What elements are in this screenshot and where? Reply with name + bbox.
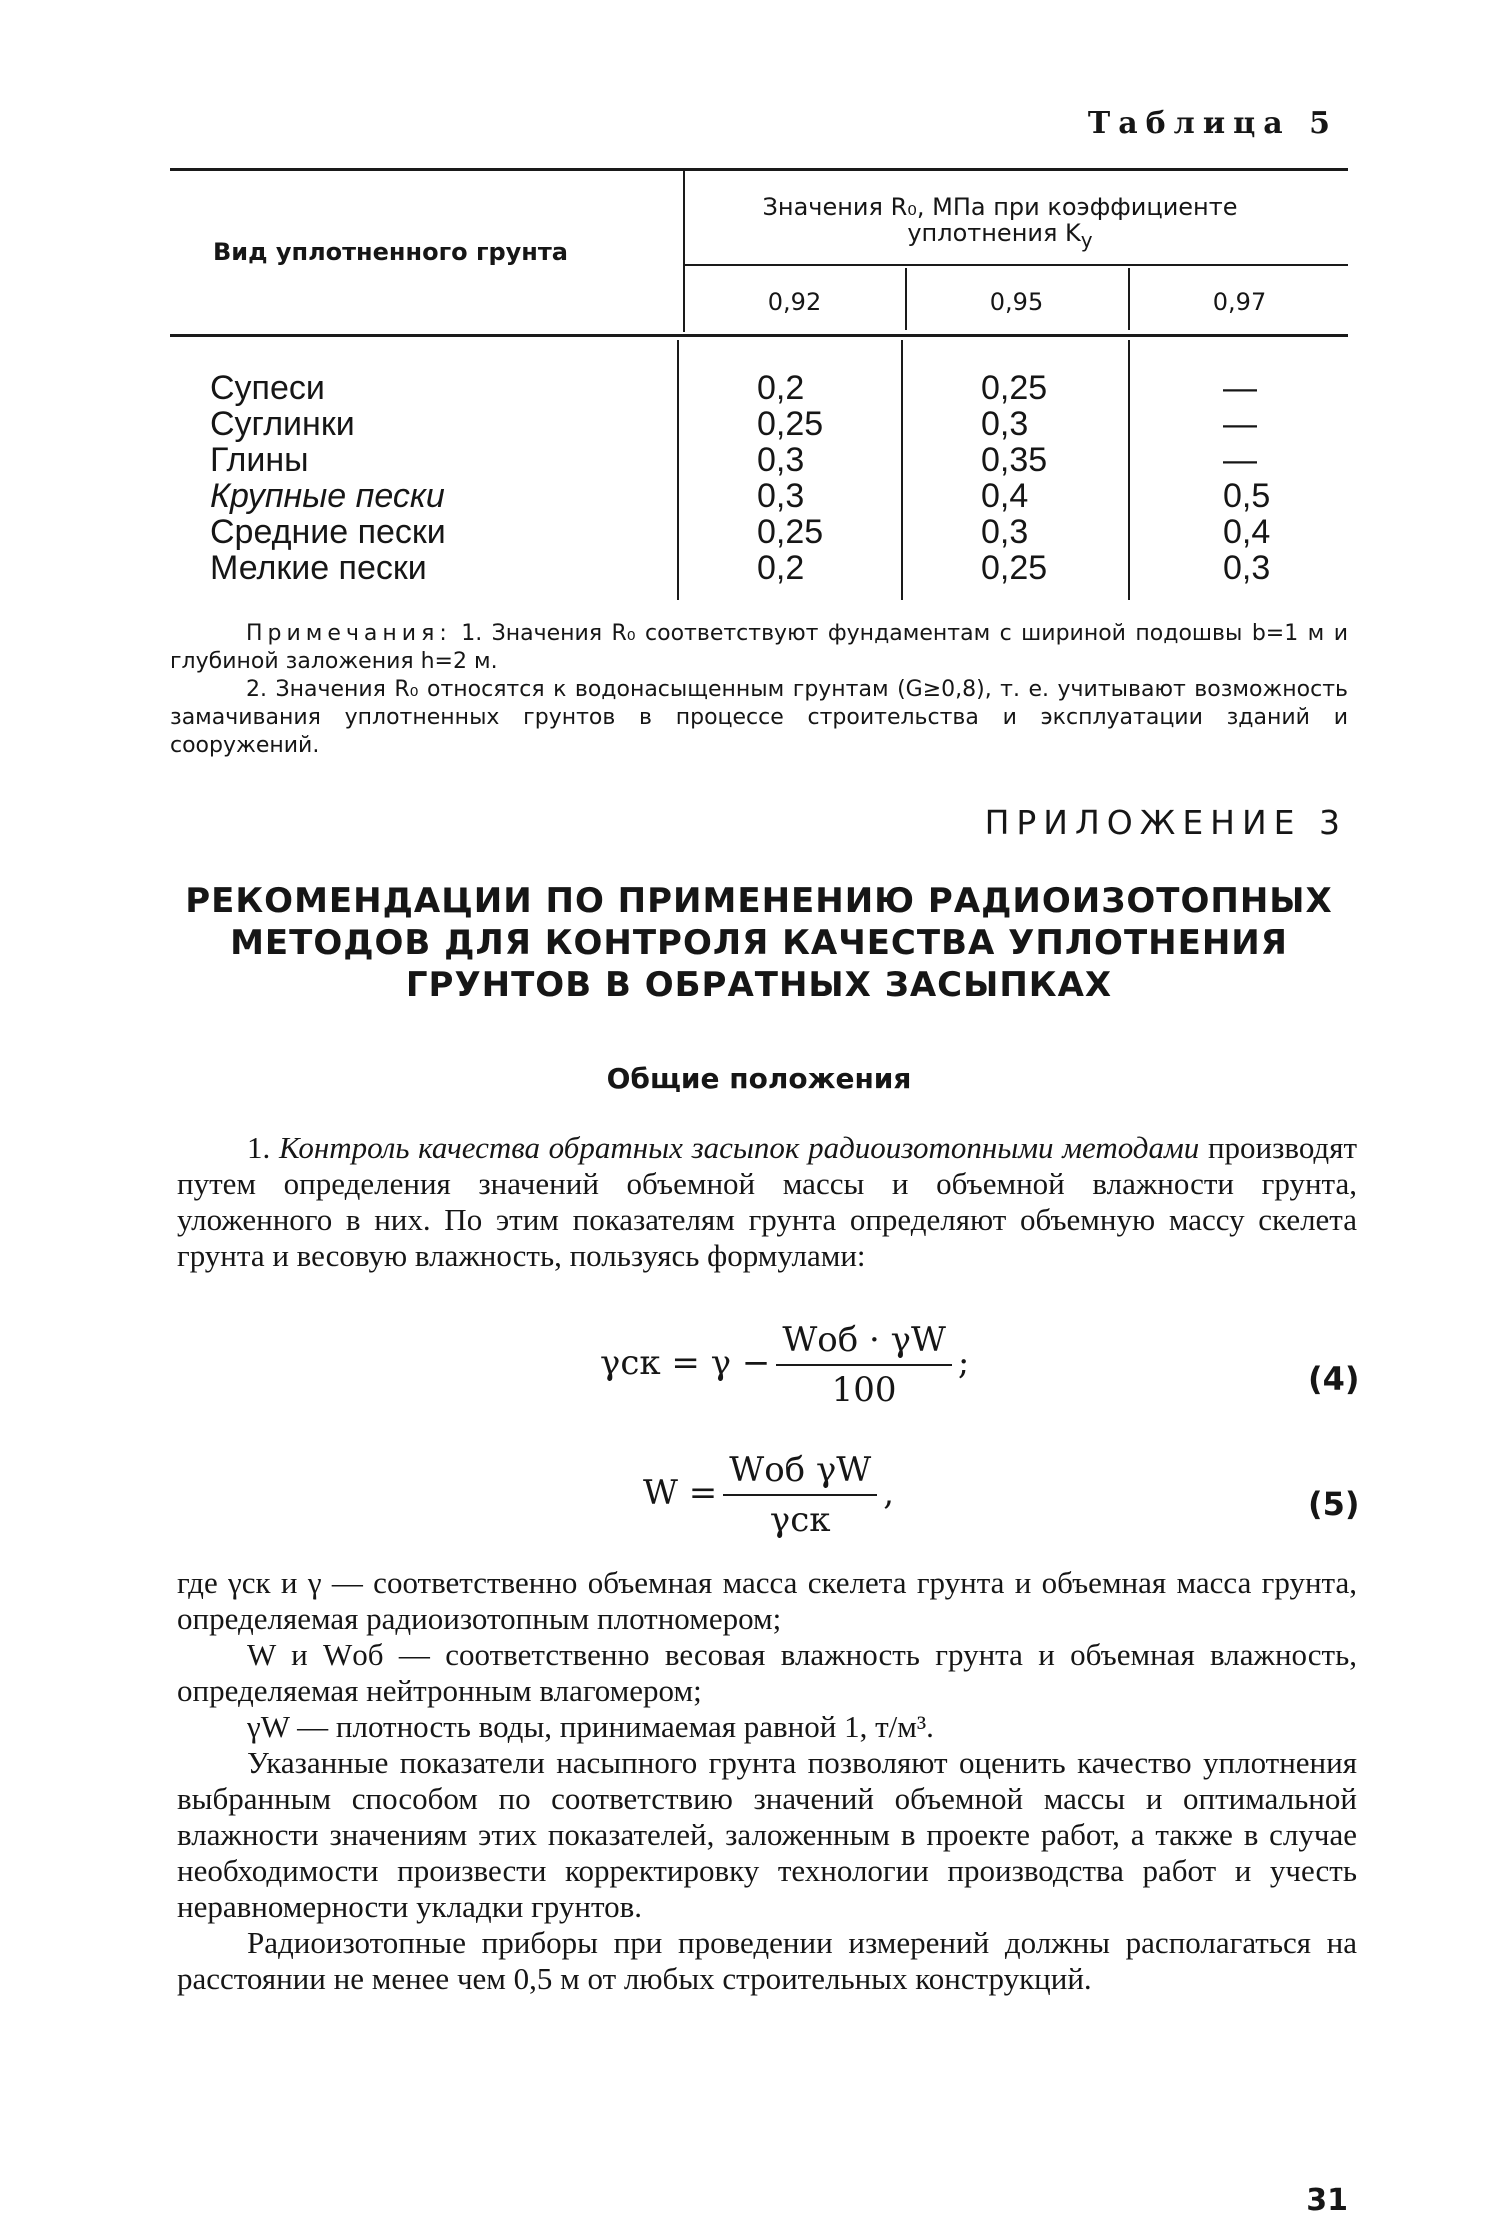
table-cell: 0,25 xyxy=(981,549,1048,587)
page-number: 31 xyxy=(1306,2183,1348,2218)
column-divider xyxy=(677,340,679,600)
header-values-line2-text: уплотнения K xyxy=(907,219,1081,247)
table-cell: 0,3 xyxy=(981,513,1029,551)
paragraph-devices: Радиоизотопные приборы при проведении измерений должны располагаться на расстоянии не менее чем 0,5 м от любых строительных конструкций. xyxy=(177,1925,1357,1996)
appendix-label: ПРИЛОЖЕНИЕ 3 xyxy=(984,803,1347,842)
header-values xyxy=(700,194,1300,253)
formula-4-lhs: γск = γ − xyxy=(600,1343,771,1383)
table-cell: 0,4 xyxy=(981,477,1029,515)
equation-number-4: (4) xyxy=(1308,1360,1360,1398)
paragraph-1-text xyxy=(177,1130,1357,1274)
soil-column xyxy=(210,370,446,586)
formula-4 xyxy=(600,1320,969,1410)
table-header-bottom-rule xyxy=(170,334,1348,337)
column-divider xyxy=(901,340,903,600)
soil-name: Мелкие пески xyxy=(210,549,427,587)
header-values-subscript: у xyxy=(1080,227,1093,252)
table-cell: 0,5 xyxy=(1223,477,1271,515)
soil-name: Крупные пески xyxy=(210,477,445,515)
formula-5 xyxy=(643,1450,894,1540)
formula-5-fraction xyxy=(723,1450,877,1540)
table-cell: — xyxy=(1223,369,1257,407)
values-column-092 xyxy=(757,370,823,586)
table-cell: 0,3 xyxy=(981,405,1029,443)
soil-name: Глины xyxy=(210,441,309,479)
header-values-line2 xyxy=(700,220,1300,253)
appendix-title-line: РЕКОМЕНДАЦИИ ПО ПРИМЕНЕНИЮ РАДИОИЗОТОПНЫХ xyxy=(185,881,1333,921)
table-subheader-rule xyxy=(685,264,1348,266)
header-soil-kind: Вид уплотненного грунта xyxy=(213,238,568,266)
formula-5-numerator: Wоб γW xyxy=(723,1450,877,1496)
paragraph-1 xyxy=(177,1130,1357,1274)
table-notes xyxy=(170,620,1348,760)
note-1-text: 1. Значения R₀ соответствуют фундаментам с шириной подошвы b=1 м и глубиной заложения h=2 м. xyxy=(170,621,1349,674)
soil-name: Суглинки xyxy=(210,405,355,443)
table-cell: — xyxy=(1223,405,1257,443)
table-cell: 0,2 xyxy=(757,369,805,407)
note-2: 2. Значения R₀ относятся к водонасыщенным грунтам (G≥0,8), т. е. учитывают возможность замачивания уплотненных грунтов в процессе строительства и эксплуатации зданий и сооружений. xyxy=(170,677,1348,758)
table-cell: 0,25 xyxy=(757,405,824,443)
section-title: Общие положения xyxy=(606,1062,912,1095)
where-gamma-w: γW — плотность воды, принимаемая равной 1, т/м³. xyxy=(247,1709,934,1744)
paragraph-italic-lead: Контроль качества обратных засыпок радиоизотопными методами xyxy=(278,1130,1200,1165)
appendix-title xyxy=(150,880,1368,1006)
formula-5-denominator: γск xyxy=(769,1500,831,1540)
table-cell: 0,3 xyxy=(1223,549,1271,587)
table-cell: 0,4 xyxy=(1223,513,1271,551)
values-column-095 xyxy=(981,370,1047,586)
formula-4-fraction xyxy=(776,1320,952,1410)
header-k-095: 0,95 xyxy=(989,288,1044,316)
formula-4-denominator: 100 xyxy=(831,1370,897,1410)
appendix-title-line: МЕТОДОВ ДЛЯ КОНТРОЛЯ КАЧЕСТВА УПЛОТНЕНИЯ xyxy=(230,923,1288,963)
header-values-line1: Значения R₀, МПа при коэффициенте xyxy=(762,193,1238,221)
paragraph-rest: производят путем определения значений объемной массы и объемной влажности грунта, уложенного в них. По этим показателям грунта определяют объемную массу скелета грунта и весовую влажность, пользуясь формулами: xyxy=(177,1130,1358,1273)
table-cell: 0,3 xyxy=(757,477,805,515)
table-top-rule xyxy=(170,168,1348,171)
appendix-title-line: ГРУНТОВ В ОБРАТНЫХ ЗАСЫПКАХ xyxy=(405,965,1113,1005)
column-divider xyxy=(1128,340,1130,600)
notes-label: Примечания: xyxy=(246,621,452,646)
note-1 xyxy=(170,620,1348,676)
formula-5-lhs: W = xyxy=(643,1473,718,1513)
header-k-092: 0,92 xyxy=(767,288,822,316)
table-label: Таблица 5 xyxy=(1087,106,1338,141)
formula-4-end: ; xyxy=(957,1343,970,1383)
paragraph-number: 1. xyxy=(247,1130,271,1165)
where-w: W и Wоб — соответственно весовая влажность грунта и объемная влажность, определяемая нейтронным влагомером; xyxy=(177,1637,1357,1708)
soil-name: Средние пески xyxy=(210,513,446,551)
explanation-block xyxy=(177,1565,1357,1997)
table-cell: 0,35 xyxy=(981,441,1048,479)
where-gamma: где γск и γ — соответственно объемная масса скелета грунта и объемная масса грунта, определяемая радиоизотопным плотномером; xyxy=(177,1565,1357,1636)
equation-number-5: (5) xyxy=(1308,1485,1360,1523)
table-cell: 0,25 xyxy=(757,513,824,551)
table-cell: 0,25 xyxy=(981,369,1048,407)
values-column-097 xyxy=(1223,370,1270,586)
formula-5-end: , xyxy=(883,1473,895,1513)
table-cell: 0,2 xyxy=(757,549,805,587)
soil-name: Супеси xyxy=(210,369,325,407)
header-k-097: 0,97 xyxy=(1212,288,1267,316)
paragraph-indicators: Указанные показатели насыпного грунта позволяют оценить качество уплотнения выбранным способом по соответствию значений объемной массы и оптимальной влажности значениям этих показателей, заложенным в проекте работ, а также в случае необходимости произвести корректировку технологии производства работ и учесть неравномерности укладки грунтов. xyxy=(177,1745,1357,1924)
table-cell: 0,3 xyxy=(757,441,805,479)
formula-4-numerator: Wоб · γW xyxy=(776,1320,952,1366)
table-cell: — xyxy=(1223,441,1257,479)
